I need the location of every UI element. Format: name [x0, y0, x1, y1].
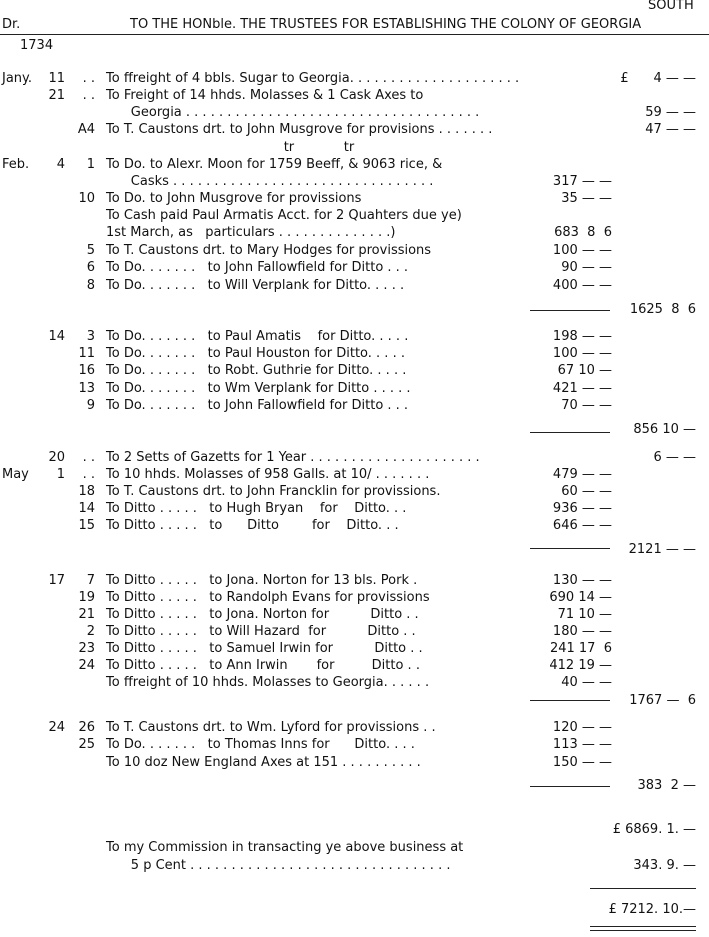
entry-desc: To Do. . . . . . . to John Fallowfield for Ditto . . . — [106, 260, 409, 275]
entry-col2: 856 10 — — [633, 422, 696, 437]
entry-col1: 180 — — — [552, 624, 612, 639]
entry-col2: £ 7212. 10.— — [608, 902, 696, 917]
entry-col1: 90 — — — [561, 260, 612, 275]
entry-desc: To Do. . . . . . . to Paul Houston for Ditto. . . . . — [106, 346, 405, 361]
entry-col1: 479 — — — [552, 467, 612, 482]
entry-col1: 70 — — — [561, 398, 612, 413]
entry-d2: 21 — [78, 607, 95, 622]
entry-col1: 936 — — — [552, 501, 612, 516]
entry-d1: 21 — [48, 88, 65, 103]
entry-month: Feb. — [2, 157, 30, 172]
entry-d1: 20 — [48, 450, 65, 465]
entry-d1: 24 — [48, 720, 65, 735]
header-title: TO THE HONble. THE TRUSTEES FOR ESTABLISHING THE COLONY OF GEORGIA — [130, 17, 642, 32]
entry-desc: To 2 Setts of Gazetts for 1 Year . . . . . . . . . . . . . . . . . . . . . — [106, 450, 480, 465]
entry-d2: 18 — [78, 484, 95, 499]
entry-col2: £ 4 — — — [620, 71, 696, 86]
entry-desc: To T. Caustons drt. to Mary Hodges for provissions — [106, 243, 432, 258]
entry-desc: To Do. . . . . . . to Will Verplank for Ditto. . . . . — [106, 278, 405, 293]
header-south: SOUTH — [648, 0, 694, 13]
double-rule — [590, 926, 696, 927]
entry-d2: . . — [82, 88, 95, 103]
entry-d2: 23 — [78, 641, 95, 656]
entry-col1: 35 — — — [561, 191, 612, 206]
header-dr: Dr. — [2, 17, 21, 32]
entry-col1: 130 — — — [552, 573, 612, 588]
entry-d2: 19 — [78, 590, 95, 605]
entry-col2: 2121 — — — [628, 542, 696, 557]
entry-col1: 683 8 6 — [554, 225, 612, 240]
entry-d2: 10 — [78, 191, 95, 206]
entry-col1: 100 — — — [552, 243, 612, 258]
entry-desc: To ffreight of 4 bbls. Sugar to Georgia. . . . . . . . . . . . . . . . . . . . . — [106, 71, 520, 86]
entry-col1: 646 — — — [552, 518, 612, 533]
entry-col2: 343. 9. — — [633, 858, 696, 873]
entry-desc: To Ditto . . . . . to Ditto for Ditto. . . — [106, 518, 399, 533]
entry-col2: £ 6869. 1. — — [612, 822, 696, 837]
entry-col1: 241 17 6 — [549, 641, 612, 656]
year: 1734 — [20, 38, 54, 53]
entry-desc: To Ditto . . . . . to Jona. Norton for Ditto . . — [106, 607, 419, 622]
subtotal-rule — [530, 786, 610, 787]
entry-desc: To Do. . . . . . . to John Fallowfield for Ditto . . . — [106, 398, 409, 413]
entry-d2: 8 — [86, 278, 95, 293]
entry-d1: 1 — [56, 467, 65, 482]
entry-d1: 17 — [48, 573, 65, 588]
entry-col2: 47 — — — [645, 122, 696, 137]
entry-col1: 421 — — — [552, 381, 612, 396]
entry-desc: To Do. . . . . . . to Paul Amatis for Ditto. . . . . — [106, 329, 409, 344]
subtotal-rule — [530, 700, 610, 701]
entry-desc: To Freight of 14 hhds. Molasses & 1 Cask Axes to — [106, 88, 424, 103]
entry-desc: To Ditto . . . . . to Ann Irwin for Ditto . . — [106, 658, 420, 673]
entry-col1: 120 — — — [552, 720, 612, 735]
entry-desc: To ffreight of 10 hhds. Molasses to Georgia. . . . . . — [106, 675, 430, 690]
entry-desc: To T. Caustons drt. to Wm. Lyford for provissions . . — [106, 720, 436, 735]
entry-col2: 1625 8 6 — [629, 302, 696, 317]
entry-col1: 317 — — — [552, 174, 612, 189]
entry-desc: 1st March, as particulars . . . . . . . . . . . . . .) — [106, 225, 396, 240]
entry-d2: 1 — [86, 157, 95, 172]
entry-desc: 5 p Cent . . . . . . . . . . . . . . . . . . . . . . . . . . . . . . . . — [106, 858, 451, 873]
entry-d2: . . — [82, 450, 95, 465]
entry-col1: 40 — — — [561, 675, 612, 690]
header-rule — [0, 34, 709, 35]
entry-desc: To T. Caustons drt. to John Musgrove for provisions . . . . . . . — [106, 122, 493, 137]
entry-col2: 59 — — — [645, 105, 696, 120]
entry-desc: To Ditto . . . . . to Will Hazard for Ditto . . — [106, 624, 416, 639]
entry-col2: 383 2 — — [637, 778, 696, 793]
entry-d2: 3 — [86, 329, 95, 344]
entry-desc: To Do. to Alexr. Moon for 1759 Beeff, & 9063 rice, & — [106, 157, 443, 172]
entry-col1: 150 — — — [552, 755, 612, 770]
entry-desc: To Do. . . . . . . to Wm Verplank for Ditto . . . . . — [106, 381, 411, 396]
entry-desc: To 10 hhds. Molasses of 958 Galls. at 10/ . . . . . . . — [106, 467, 430, 482]
entry-col1: 412 19 — — [549, 658, 612, 673]
grand-total-rule — [590, 888, 696, 889]
entry-col1: 400 — — — [552, 278, 612, 293]
entry-desc: Georgia . . . . . . . . . . . . . . . . . . . . . . . . . . . . . . . . . . . . — [106, 105, 480, 120]
entry-col1: 67 10 — — [557, 363, 612, 378]
entry-desc: To Do. to John Musgrove for provissions — [106, 191, 362, 206]
entry-d2: . . — [82, 71, 95, 86]
entry-col1: 60 — — — [561, 484, 612, 499]
entry-d2: 14 — [78, 501, 95, 516]
entry-col1: 71 10 — — [557, 607, 612, 622]
entry-d2: 9 — [86, 398, 95, 413]
entry-d1: 4 — [56, 157, 65, 172]
double-rule — [590, 930, 696, 931]
entry-col2: 1767 — 6 — [629, 693, 696, 708]
entry-d2: 16 — [78, 363, 95, 378]
entry-desc: To Ditto . . . . . to Randolph Evans for provissions — [106, 590, 430, 605]
subtotal-rule — [530, 310, 610, 311]
entry-d2: 2 — [86, 624, 95, 639]
entry-d1: 14 — [48, 329, 65, 344]
entry-desc: To Ditto . . . . . to Samuel Irwin for Ditto . . — [106, 641, 423, 656]
entry-desc: To Ditto . . . . . to Hugh Bryan for Ditto. . . — [106, 501, 407, 516]
entry-d2: 13 — [78, 381, 95, 396]
entry-d2: 5 — [86, 243, 95, 258]
entry-desc: To my Commission in transacting ye above business at — [106, 840, 464, 855]
entry-d1: 11 — [48, 71, 65, 86]
entry-desc: To Cash paid Paul Armatis Acct. for 2 Quahters due ye) — [106, 208, 462, 223]
subtotal-rule — [530, 432, 610, 433]
entry-desc: To Ditto . . . . . to Jona. Norton for 13 bls. Pork . — [106, 573, 418, 588]
entry-col2: 6 — — — [653, 450, 696, 465]
entry-col1: 113 — — — [552, 737, 612, 752]
entry-d2: 6 — [86, 260, 95, 275]
entry-desc: To Do. . . . . . . to Thomas Inns for Ditto. . . . — [106, 737, 415, 752]
entry-d2: 15 — [78, 518, 95, 533]
entry-col1: 690 14 — — [549, 590, 612, 605]
entry-month: May — [2, 467, 29, 482]
entry-col1: 198 — — — [552, 329, 612, 344]
entry-month: Jany. — [2, 71, 33, 86]
entry-d2: A4 — [77, 122, 95, 137]
entry-d2: 25 — [78, 737, 95, 752]
entry-desc: tr tr — [106, 140, 355, 155]
entry-d2: 11 — [78, 346, 95, 361]
entry-desc: To 10 doz New England Axes at 151 . . . . . . . . . . — [106, 755, 421, 770]
entry-d2: . . — [82, 467, 95, 482]
entry-col1: 100 — — — [552, 346, 612, 361]
entry-d2: 24 — [78, 658, 95, 673]
entry-desc: To T. Caustons drt. to John Francklin for provissions. — [106, 484, 441, 499]
entry-desc: Casks . . . . . . . . . . . . . . . . . . . . . . . . . . . . . . . . — [106, 174, 434, 189]
entry-d2: 7 — [86, 573, 95, 588]
entry-d2: 26 — [78, 720, 95, 735]
subtotal-rule — [530, 548, 610, 549]
entry-desc: To Do. . . . . . . to Robt. Guthrie for Ditto. . . . . — [106, 363, 407, 378]
